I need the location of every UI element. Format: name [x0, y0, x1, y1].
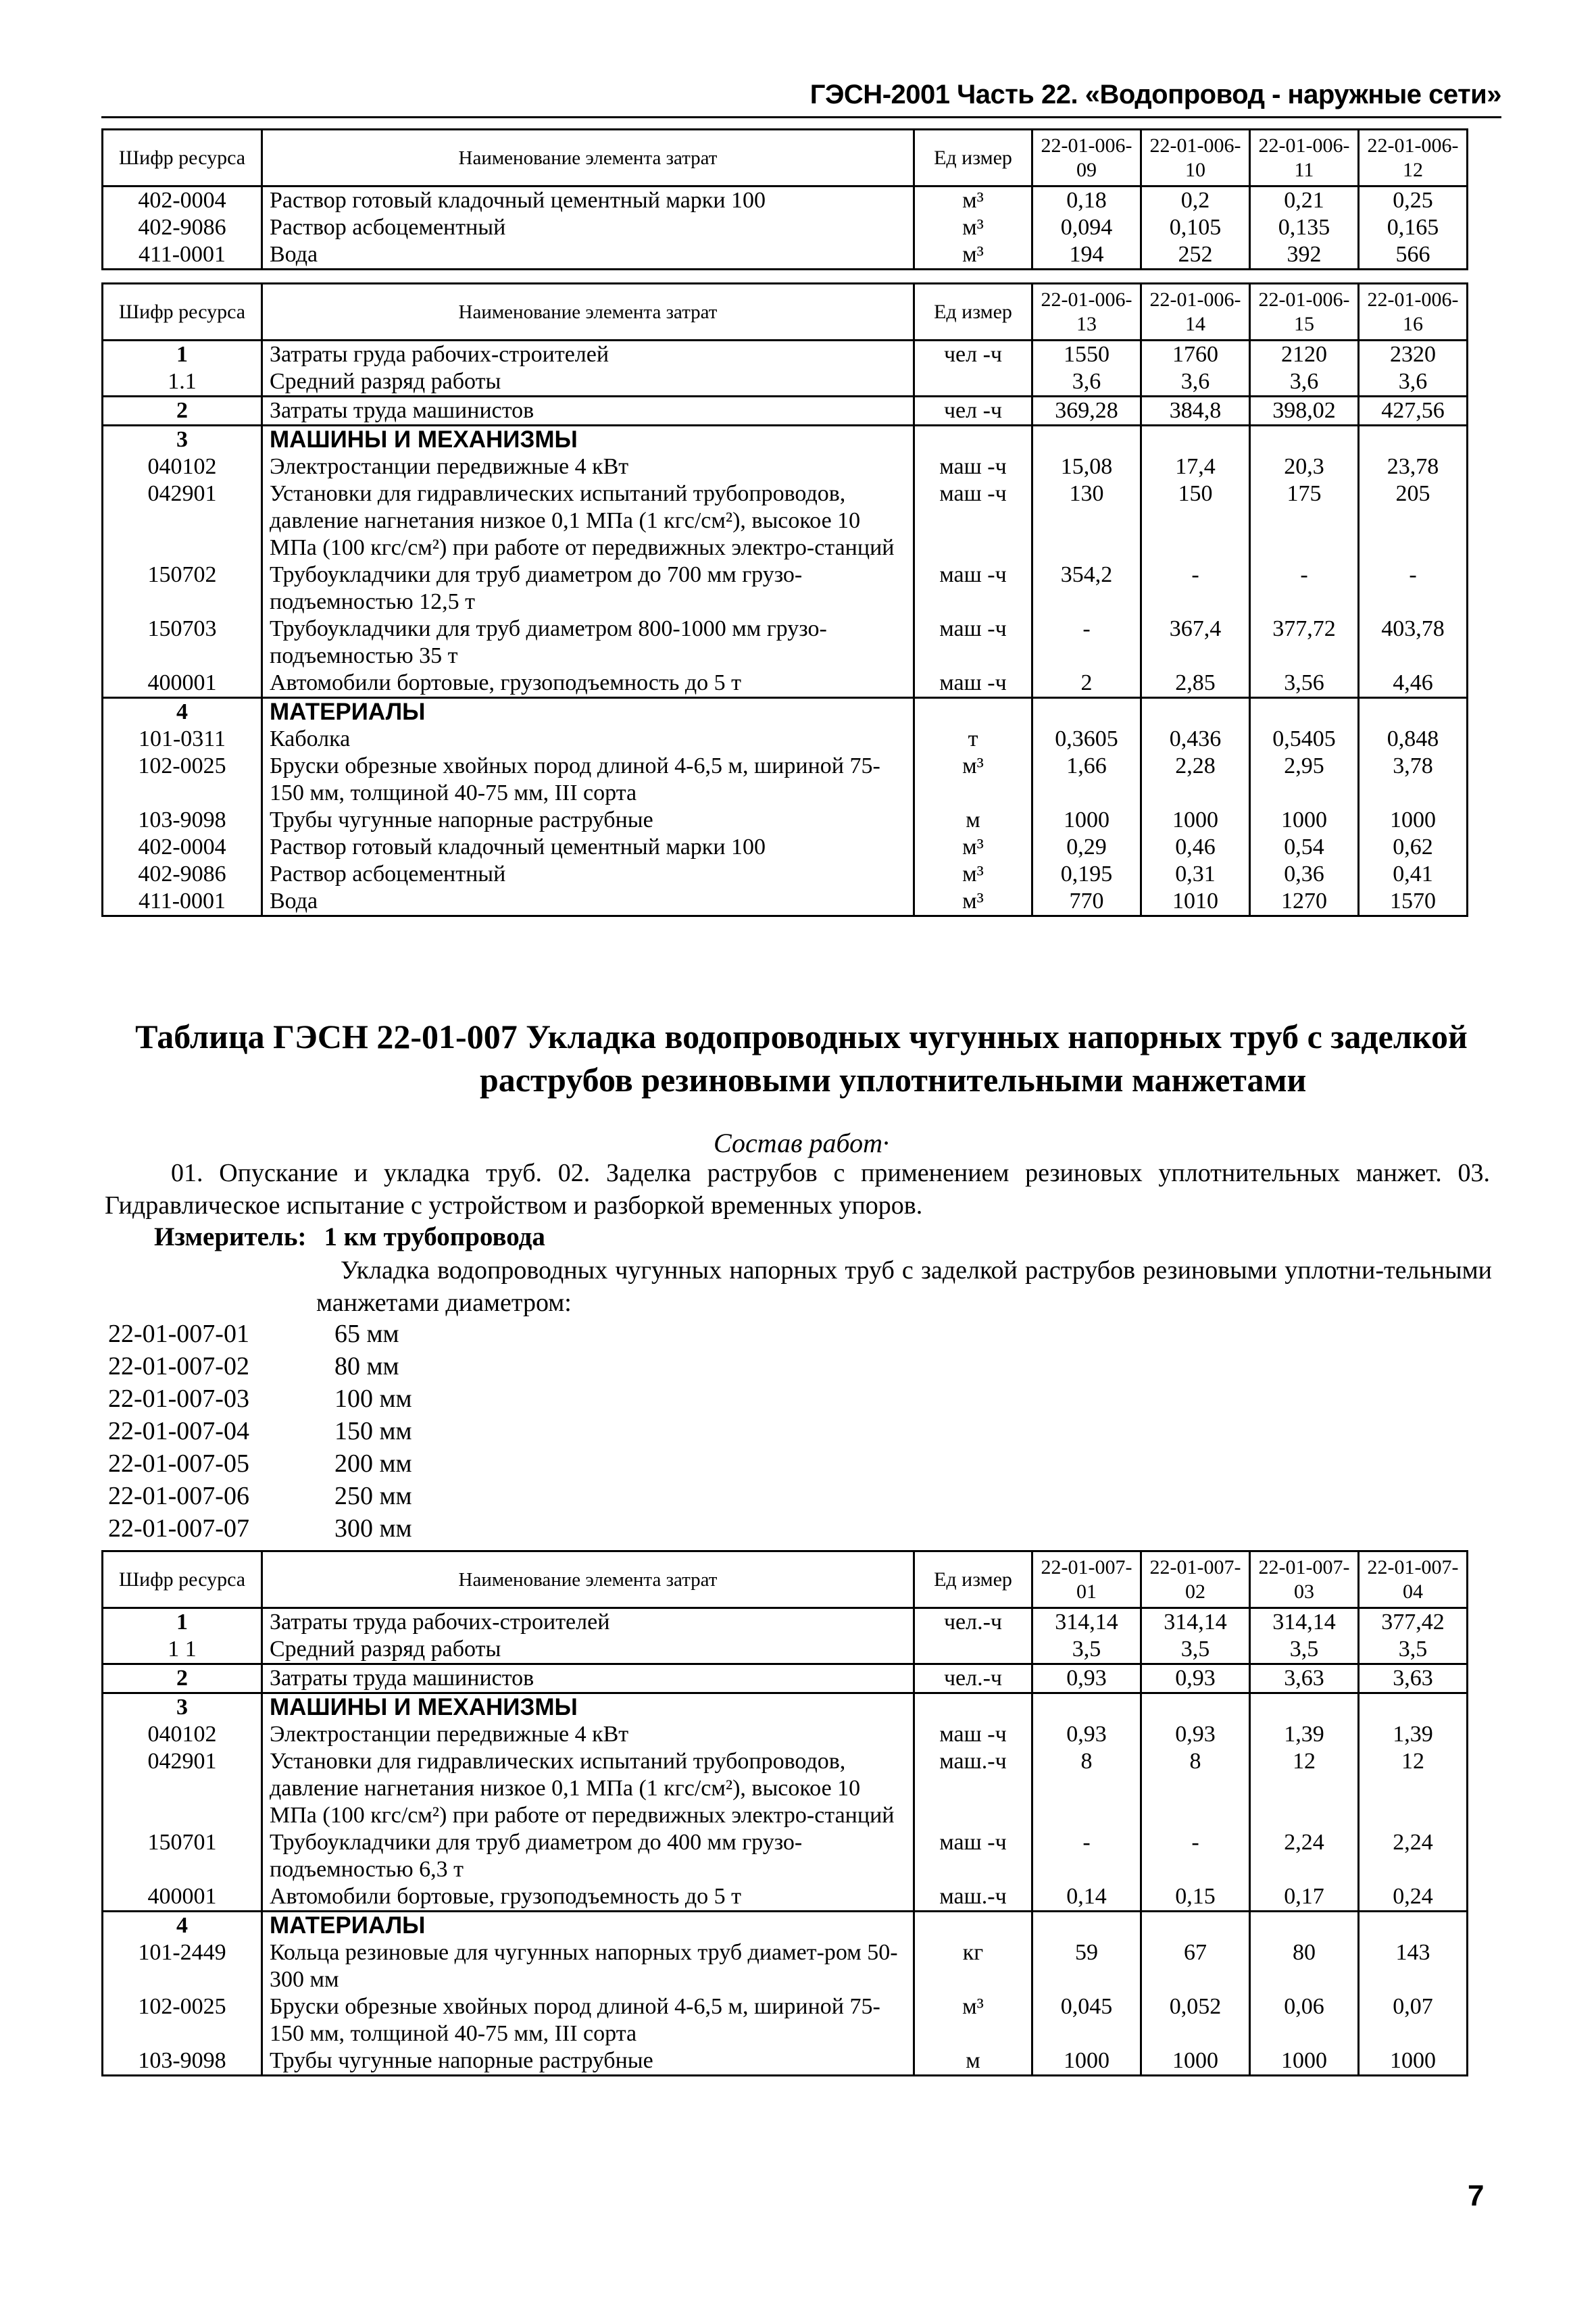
list-item: 22-01-007-01 65 мм: [108, 1320, 399, 1348]
rate-code-list: [108, 1318, 412, 1545]
header-rule: [101, 116, 1501, 118]
col-header-unit: Ед измер: [914, 284, 1032, 341]
col-header-rate: 22-01-007-04: [1359, 1551, 1468, 1608]
table-row: 1.1 Средний разряд работы 3,6 3,6 3,6 3,6: [103, 368, 1468, 397]
table-row: 040102 Электростанции передвижные 4 кВт маш -ч 15,08 17,4 20,3 23,78: [103, 453, 1468, 480]
col-header-name: Наименование элемента затрат: [262, 130, 914, 186]
list-item: 22-01-007-02 80 мм: [108, 1352, 399, 1380]
table-row: 150703 Трубоукладчики для труб диаметром 800-1000 мм грузо-подъемностью 35 т маш -ч - 367,4 377,72 403,78: [103, 616, 1468, 670]
table-row: 102-0025 Бруски обрезные хвойных пород длиной 4-6,5 м, шириной 75-150 мм, толщиной 40-75 мм, III сорта м³ 0,045 0,052 0,06 0,07: [103, 1993, 1468, 2047]
resource-table-006-13-16: [101, 282, 1468, 917]
table-row: 402-0004 Раствор готовый кладочный цементный марки 100 м³ 0,18 0,2 0,21 0,25: [103, 186, 1468, 215]
col-header-rate: 22-01-006-10: [1141, 130, 1250, 186]
table-row: 402-9086 Раствор асбоцементный м³ 0,195 0,31 0,36 0,41: [103, 861, 1468, 888]
list-item: 22-01-007-07 300 мм: [108, 1514, 412, 1543]
col-header-name: Наименование элемента затрат: [262, 284, 914, 341]
col-header-code: Шифр ресурса: [103, 1551, 262, 1608]
table-row: 150702 Трубоукладчики для труб диаметром до 700 мм грузо-подъемностью 12,5 т маш -ч 354,2 - - -: [103, 562, 1468, 616]
table-row: 400001 Автомобили бортовые, грузоподъемность до 5 т маш -ч 2 2,85 3,56 4,46: [103, 670, 1468, 698]
section-title-line: раструбов резиновыми уплотнительными манжетами: [480, 1061, 1307, 1099]
col-header-rate: 22-01-006-12: [1359, 130, 1468, 186]
table-row: 411-0001 Вода м³ 770 1010 1270 1570: [103, 888, 1468, 916]
col-header-rate: 22-01-006-16: [1359, 284, 1468, 341]
list-item: 22-01-007-06 250 мм: [108, 1482, 412, 1510]
table-row: 042901 Установки для гидравлических испытаний трубопроводов, давление нагнетания низкое 0,1 МПа (1 кгс/см²), высокое 10 МПа (100 кгс/см²) при работе от передвижных электро-станций маш -ч 130 150 175 205: [103, 480, 1468, 562]
table-row: 1 Затраты труда рабочих-строителей чел.-ч 314,14 314,14 314,14 377,42: [103, 1608, 1468, 1637]
section-row: 4 МАТЕРИАЛЫ: [103, 698, 1468, 726]
col-header-rate: 22-01-006-15: [1250, 284, 1359, 341]
section-row: 3 МАШИНЫ И МЕХАНИЗМЫ: [103, 1693, 1468, 1722]
table-row: 2 Затраты труда машинистов чел.-ч 0,93 0,93 3,63 3,63: [103, 1664, 1468, 1693]
table-row: 402-9086 Раствор асбоцементный м³ 0,094 0,105 0,135 0,165: [103, 214, 1468, 241]
col-header-rate: 22-01-007-01: [1032, 1551, 1141, 1608]
list-item: 22-01-007-03 100 мм: [108, 1385, 412, 1413]
table-row: 103-9098 Трубы чугунные напорные раструбные м 1000 1000 1000 1000: [103, 2047, 1468, 2076]
table-row: 042901 Установки для гидравлических испытаний трубопроводов, давление нагнетания низкое 0,1 МПа (1 кгс/см²), высокое 10 МПа (100 кгс/см²) при работе от передвижных электро-станций маш.-ч 8 8 12 12: [103, 1748, 1468, 1829]
resource-table-006-09-12: [101, 128, 1468, 270]
col-header-rate: 22-01-006-13: [1032, 284, 1141, 341]
section-title-line: Таблица ГЭСН 22-01-007 Укладка водопроводных чугунных напорных труб с заделкой: [135, 1018, 1468, 1055]
meter-line: [154, 1222, 545, 1252]
col-header-rate: 22-01-007-03: [1250, 1551, 1359, 1608]
table-row: 402-0004 Раствор готовый кладочный цементный марки 100 м³ 0,29 0,46 0,54 0,62: [103, 834, 1468, 861]
col-header-unit: Ед измер: [914, 130, 1032, 186]
table-row: 1 Затраты груда рабочих-строителей чел -ч 1550 1760 2120 2320: [103, 341, 1468, 369]
table-row: 150701 Трубоукладчики для труб диаметром до 400 мм грузо-подъемностью 6,3 т маш -ч - - 2,24 2,24: [103, 1829, 1468, 1883]
table-row: 2 Затраты труда машинистов чел -ч 369,28 384,8 398,02 427,56: [103, 397, 1468, 426]
section-row: 3 МАШИНЫ И МЕХАНИЗМЫ: [103, 426, 1468, 454]
meter-value: 1 км трубопровода: [324, 1222, 545, 1251]
page-running-title: ГЭСН-2001 Часть 22. «Водопровод - наружные сети»: [809, 80, 1501, 109]
table-row: 102-0025 Бруски обрезные хвойных пород длиной 4-6,5 м, шириной 75-150 мм, толщиной 40-75 мм, III сорта м³ 1,66 2,28 2,95 3,78: [103, 753, 1468, 807]
col-header-name: Наименование элемента затрат: [262, 1551, 914, 1608]
section-row: 4 МАТЕРИАЛЫ: [103, 1912, 1468, 1940]
list-item: 22-01-007-04 150 мм: [108, 1417, 412, 1445]
table-row: 411-0001 Вода м³ 194 252 392 566: [103, 241, 1468, 270]
col-header-code: Шифр ресурса: [103, 284, 262, 341]
col-header-rate: 22-01-006-09: [1032, 130, 1141, 186]
table-row: 1 1 Средний разряд работы 3,5 3,5 3,5 3,5: [103, 1636, 1468, 1664]
composition-text: 01. Опускание и укладка труб. 02. Заделка раструбов с применением резиновых уплотнительных манжет. 03. Гидравлическое испытание с устройством и разборкой временных упоров.: [105, 1159, 1490, 1220]
meter-label: Измеритель:: [154, 1222, 307, 1251]
table-row: 101-0311 Каболка т 0,3605 0,436 0,5405 0,848: [103, 726, 1468, 753]
table-row: 040102 Электростанции передвижные 4 кВт маш -ч 0,93 0,93 1,39 1,39: [103, 1721, 1468, 1748]
col-header-rate: 22-01-006-14: [1141, 284, 1250, 341]
page-number: 7: [1468, 2179, 1485, 2212]
list-item: 22-01-007-05 200 мм: [108, 1449, 412, 1478]
resource-table-007-01-04: [101, 1550, 1468, 2076]
rate-description: Укладка водопроводных чугунных напорных труб с заделкой раструбов резиновыми уплотни-тельными манжетами диаметром:: [316, 1256, 1492, 1317]
table-row: 101-2449 Кольца резиновые для чугунных напорных труб диамет-ром 50-300 мм кг 59 67 80 143: [103, 1939, 1468, 1993]
table-row: 400001 Автомобили бортовые, грузоподъемность до 5 т маш.-ч 0,14 0,15 0,17 0,24: [103, 1883, 1468, 1912]
col-header-unit: Ед измер: [914, 1551, 1032, 1608]
col-header-rate: 22-01-007-02: [1141, 1551, 1250, 1608]
table-row: 103-9098 Трубы чугунные напорные раструбные м 1000 1000 1000 1000: [103, 807, 1468, 834]
composition-heading: Состав работ·: [714, 1128, 889, 1158]
col-header-code: Шифр ресурса: [103, 130, 262, 186]
col-header-rate: 22-01-006-11: [1250, 130, 1359, 186]
section-title: [101, 1015, 1501, 1101]
